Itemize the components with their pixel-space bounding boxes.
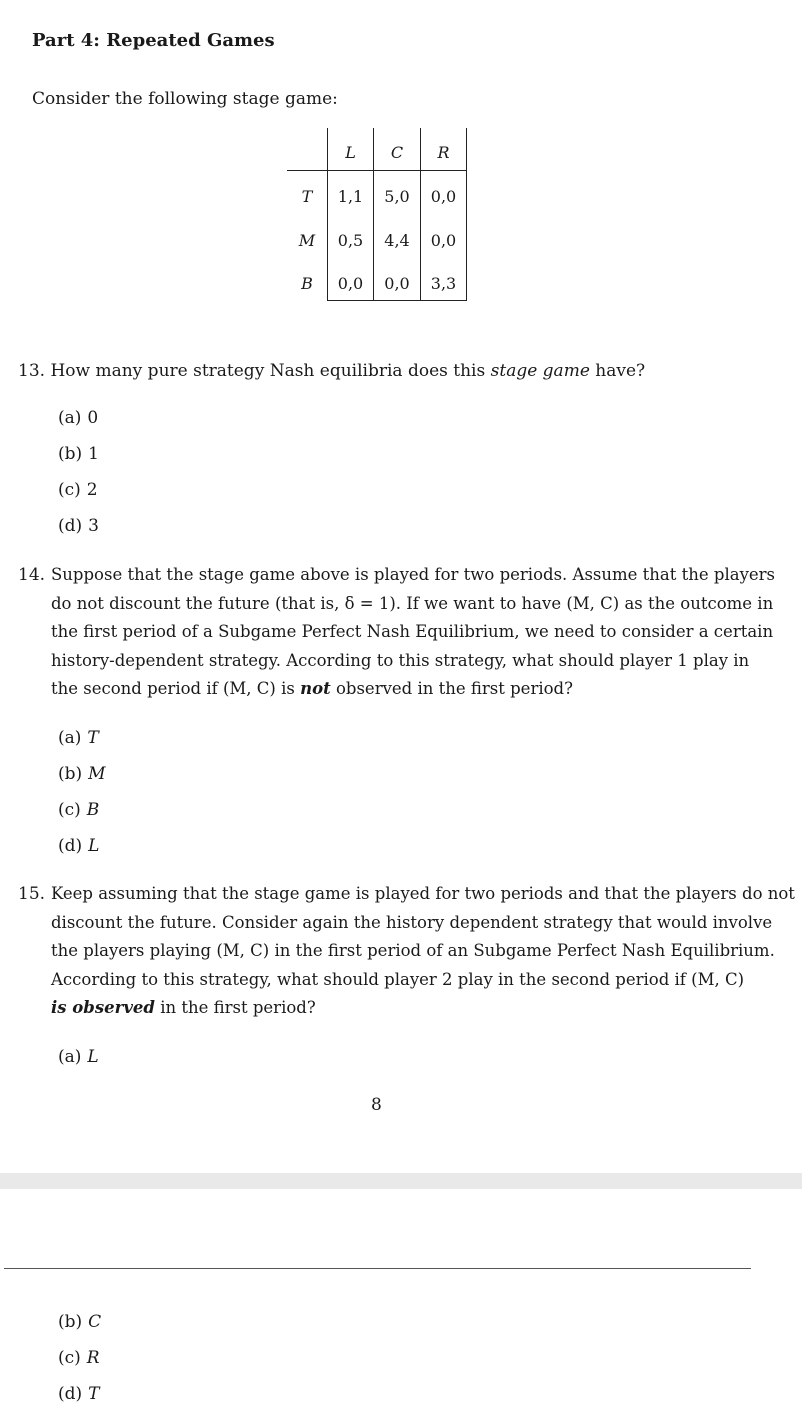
q13-option-b[interactable] bbox=[58, 444, 99, 464]
option-value: 1 bbox=[88, 444, 99, 464]
payoff-cell: 0,0 bbox=[430, 231, 457, 250]
q13-option-c[interactable] bbox=[58, 480, 98, 500]
q14-option-d[interactable] bbox=[58, 836, 99, 856]
option-label: (a) bbox=[58, 408, 82, 428]
section-title: Part 4: Repeated Games bbox=[32, 30, 275, 51]
q13-option-d[interactable] bbox=[58, 516, 99, 536]
payoff-cell: 4,4 bbox=[384, 231, 410, 250]
question-text: have? bbox=[589, 361, 646, 381]
payoff-cell: 3,3 bbox=[430, 274, 457, 293]
question-text: observed in the first period? bbox=[330, 679, 573, 699]
question-emphasis: not bbox=[300, 679, 331, 699]
q15-option-a[interactable] bbox=[58, 1047, 99, 1067]
option-label: (d) bbox=[58, 516, 83, 536]
page-rule bbox=[4, 1268, 751, 1269]
question-line: discount the future. Consider again the history dependent strategy that would involve bbox=[51, 912, 773, 932]
q15-option-c[interactable] bbox=[58, 1348, 100, 1368]
q13-option-a[interactable] bbox=[58, 408, 98, 428]
q15-option-b[interactable] bbox=[58, 1312, 101, 1332]
option-label: (b) bbox=[58, 764, 83, 784]
page-break bbox=[0, 1173, 802, 1189]
row-label-m: M bbox=[298, 231, 316, 250]
question-14 bbox=[51, 561, 775, 704]
option-value: T bbox=[88, 1384, 100, 1404]
option-value: 3 bbox=[88, 516, 99, 536]
q15-option-d[interactable] bbox=[58, 1384, 100, 1404]
question-line: do not discount the future (that is, δ = 1). If we want to have (M, C) as the outcome in bbox=[51, 593, 774, 613]
question-line: history-dependent strategy. According to this strategy, what should player 1 play in bbox=[51, 650, 750, 670]
question-number: 15. bbox=[18, 884, 46, 904]
option-label: (d) bbox=[58, 836, 83, 856]
question-emphasis: stage game bbox=[490, 361, 590, 381]
question-number: 14. bbox=[18, 565, 46, 585]
option-label: (b) bbox=[58, 444, 83, 464]
option-value: R bbox=[86, 1348, 100, 1368]
option-value: 2 bbox=[86, 480, 98, 500]
col-header-l: L bbox=[345, 143, 356, 162]
payoff-cell: 5,0 bbox=[384, 187, 410, 206]
question-line: the first period of a Subgame Perfect Nash Equilibrium, we need to consider a certain bbox=[51, 622, 774, 642]
question-text: in the first period? bbox=[154, 998, 316, 1018]
option-label: (c) bbox=[58, 1348, 81, 1368]
question-emphasis: is observed bbox=[51, 998, 155, 1018]
intro-text: Consider the following stage game: bbox=[32, 89, 338, 109]
q14-option-b[interactable] bbox=[58, 764, 106, 784]
question-15 bbox=[51, 880, 795, 1023]
row-label-b: B bbox=[301, 274, 313, 293]
payoff-cell: 0,0 bbox=[430, 187, 457, 206]
question-line bbox=[51, 675, 775, 704]
question-text: How many pure strategy Nash equilibria does this bbox=[50, 361, 491, 381]
option-label: (d) bbox=[58, 1384, 83, 1404]
option-value: M bbox=[88, 764, 106, 784]
payoff-cell: 0,0 bbox=[384, 274, 410, 293]
q14-option-c[interactable] bbox=[58, 800, 99, 820]
option-label: (b) bbox=[58, 1312, 83, 1332]
question-number: 13. bbox=[18, 361, 46, 381]
page-number: 8 bbox=[371, 1095, 382, 1115]
payoff-matrix bbox=[287, 128, 467, 301]
option-label: (a) bbox=[58, 1047, 82, 1067]
option-label: (c) bbox=[58, 800, 81, 820]
question-line: Suppose that the stage game above is played for two periods. Assume that the players bbox=[51, 565, 776, 584]
question-line: Keep assuming that the stage game is played for two periods and that the players do not bbox=[51, 884, 795, 903]
question-text: the second period if (M, C) is bbox=[51, 679, 301, 699]
option-label: (a) bbox=[58, 728, 82, 748]
col-header-r: R bbox=[437, 143, 450, 162]
question-13 bbox=[18, 361, 645, 381]
option-value: L bbox=[88, 836, 100, 856]
option-label: (c) bbox=[58, 480, 81, 500]
q14-option-a[interactable] bbox=[58, 728, 99, 748]
question-line: the players playing (M, C) in the first period of an Subgame Perfect Nash Equilibrium. bbox=[51, 941, 775, 961]
option-value: T bbox=[87, 728, 99, 748]
option-value: L bbox=[87, 1047, 99, 1067]
question-line bbox=[51, 994, 795, 1023]
row-label-t: T bbox=[301, 187, 313, 206]
question-line: According to this strategy, what should player 2 play in the second period if (M, C) bbox=[51, 969, 745, 989]
payoff-cell: 1,1 bbox=[337, 187, 364, 206]
option-value: B bbox=[86, 800, 100, 820]
payoff-cell: 0,0 bbox=[337, 274, 364, 293]
option-value: C bbox=[88, 1312, 102, 1332]
payoff-cell: 0,5 bbox=[337, 231, 364, 250]
option-value: 0 bbox=[87, 408, 99, 428]
col-header-c: C bbox=[390, 143, 404, 162]
